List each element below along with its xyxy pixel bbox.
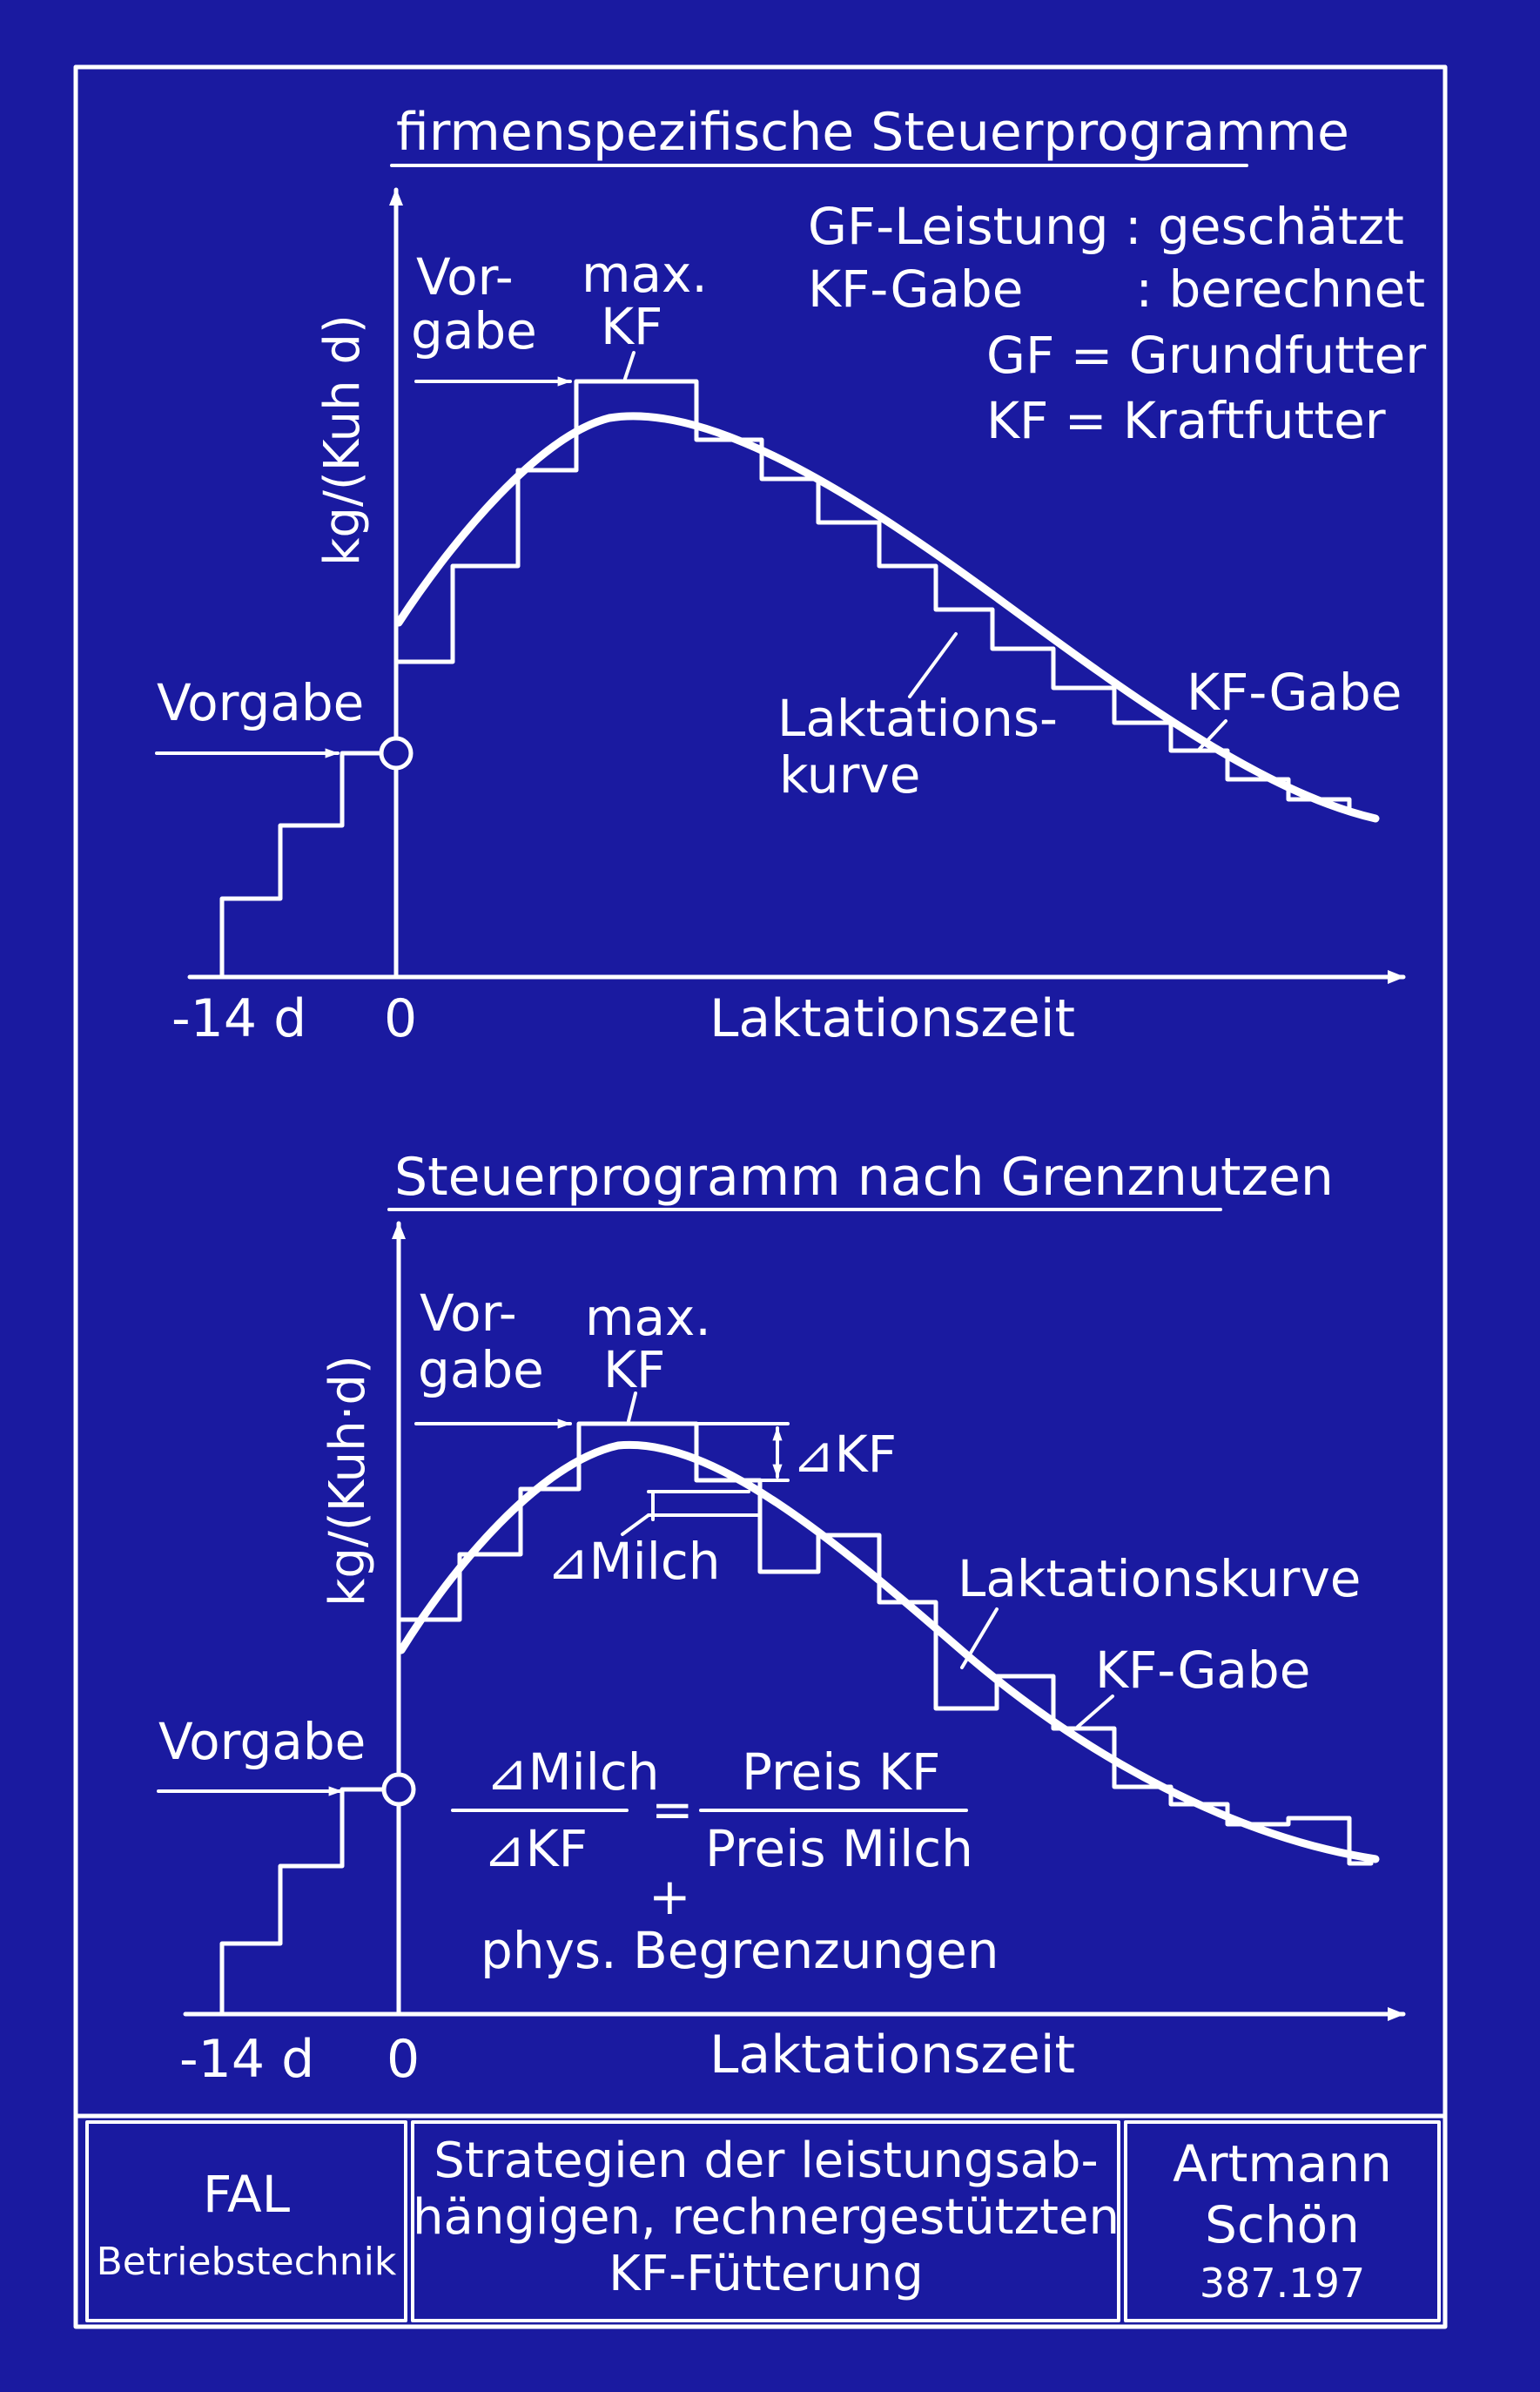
footer-author-1: Artmann xyxy=(1173,2134,1392,2193)
footer xyxy=(87,2122,1439,2321)
bottom-maxkf-1: max. xyxy=(585,1288,711,1347)
top-legend-line-1: GF-Leistung : geschätzt xyxy=(808,197,1404,256)
footer-desc-line-2: hängigen, rechnergestützten xyxy=(413,2189,1120,2246)
bottom-vorgabe-stairs xyxy=(222,1789,399,2014)
bottom-x-axis-label: Laktationszeit xyxy=(709,2025,1076,2085)
formula-left-denominator: ⊿KF xyxy=(483,1819,588,1878)
top-legend-line-3: GF = Grundfutter xyxy=(986,326,1427,385)
bottom-laktationskurve-leader xyxy=(962,1609,997,1668)
bottom-x-tick-zero: 0 xyxy=(387,2029,420,2090)
formula-left-numerator: ⊿Milch xyxy=(486,1742,660,1802)
top-x-axis-label: Laktationszeit xyxy=(709,988,1076,1049)
bottom-diagram xyxy=(158,1147,1403,2090)
bottom-vorgabe-top-2: gabe xyxy=(418,1340,544,1399)
top-x-tick-zero: 0 xyxy=(384,988,418,1049)
footer-org-dept: Betriebstechnik xyxy=(96,2240,397,2284)
bottom-title: Steuerprogramm nach Grenznutzen xyxy=(394,1147,1334,1208)
top-origin-marker xyxy=(381,738,411,768)
top-y-axis-label: kg/(Kuh d) xyxy=(314,314,371,566)
footer-org-name: FAL xyxy=(202,2165,291,2224)
bottom-laktationskurve-label: Laktationskurve xyxy=(958,1549,1362,1608)
top-maxkf-leader xyxy=(625,353,634,379)
formula-constraint: phys. Begrenzungen xyxy=(481,1921,999,1980)
formula-plus: + xyxy=(649,1867,691,1926)
top-maxkf-2: KF xyxy=(601,297,663,356)
top-kfgabe-label: KF-Gabe xyxy=(1187,663,1402,722)
top-legend-line-4: KF = Kraftfutter xyxy=(986,391,1386,450)
top-laktation-label-1: Laktations- xyxy=(777,689,1058,748)
formula-right-denominator: Preis Milch xyxy=(705,1819,973,1878)
footer-code: 387.197 xyxy=(1199,2260,1366,2307)
bottom-x-tick-neg: -14 d xyxy=(179,2029,315,2090)
bottom-kfgabe-leader xyxy=(1078,1696,1113,1727)
bottom-origin-marker xyxy=(384,1775,414,1804)
footer-desc-line-3: KF-Fütterung xyxy=(609,2246,924,2302)
bottom-y-axis-label: kg/(Kuh·d) xyxy=(319,1355,376,1607)
top-vorgabe-left: Vorgabe xyxy=(157,673,365,732)
formula-equals: = xyxy=(651,1780,694,1839)
bottom-delta-milch-label: ⊿Milch xyxy=(547,1532,721,1591)
top-legend-line-2: KF-Gabe : berechnet xyxy=(808,259,1426,319)
footer-desc-line-1: Strategien der leistungsab- xyxy=(434,2133,1099,2189)
top-laktation-label-2: kurve xyxy=(779,745,921,805)
formula-right-numerator: Preis KF xyxy=(742,1742,941,1802)
top-maxkf-1: max. xyxy=(582,245,708,304)
top-vorgabe-stairs xyxy=(222,753,396,977)
top-vorgabe-top-1: Vor- xyxy=(416,247,514,307)
top-x-tick-neg: -14 d xyxy=(171,988,307,1049)
footer-author-2: Schön xyxy=(1205,2195,1360,2254)
bottom-kfgabe-label: KF-Gabe xyxy=(1095,1641,1311,1700)
bottom-vorgabe-left: Vorgabe xyxy=(158,1712,367,1771)
top-title: firmenspezifische Steuerprogramme xyxy=(396,102,1349,163)
bottom-maxkf-2: KF xyxy=(603,1340,666,1399)
bottom-vorgabe-top-1: Vor- xyxy=(420,1284,517,1343)
top-vorgabe-top-2: gabe xyxy=(411,301,537,360)
bottom-delta-kf-label: ⊿KF xyxy=(792,1425,897,1484)
top-laktation-leader xyxy=(910,634,956,697)
top-diagram xyxy=(157,102,1426,1049)
